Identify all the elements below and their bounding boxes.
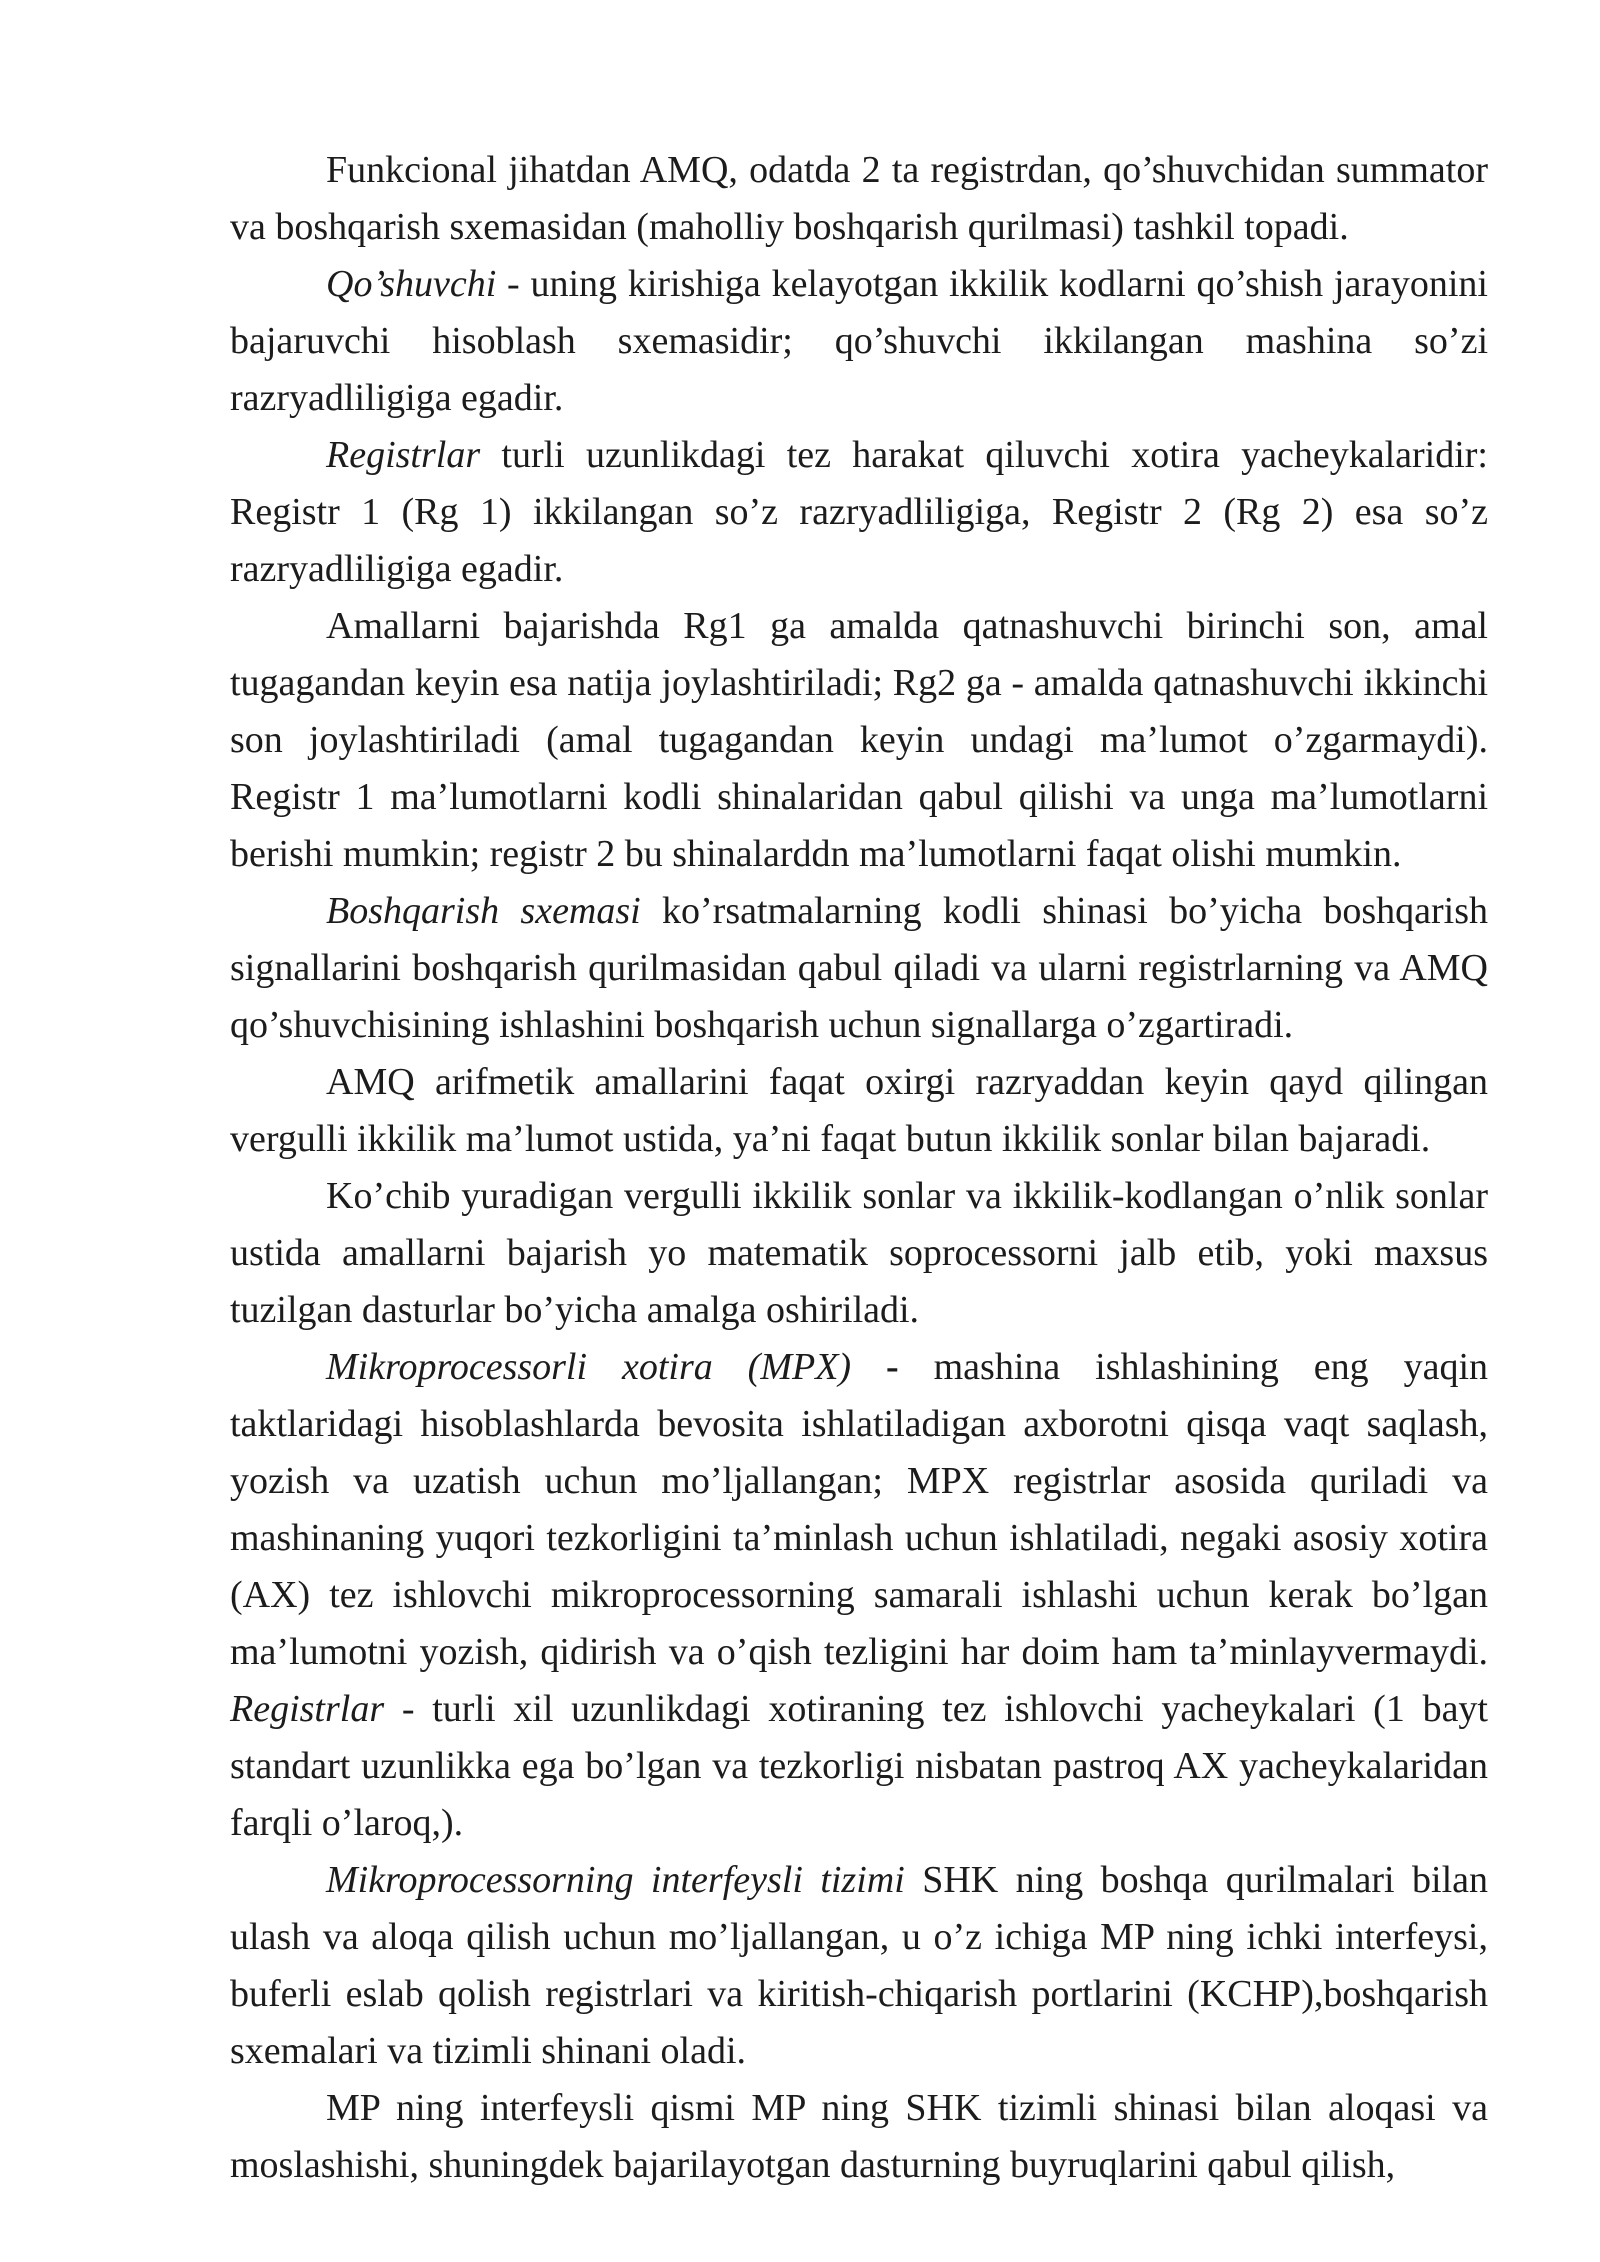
paragraph-text: Amallarni bajarishda Rg1 ga amalda qatnashuvchi birinchi son, amal tugagandan keyin esa natija joylashtiriladi; Rg2 ga - amalda qatnashuvchi ikkinchi son joylashtiriladi (amal tugagandan keyin undagi ma’lumot o’zgarmaydi). Registr 1 ma’lumotlarni kodli shinalaridan qabul qilishi va unga ma’lumotlarni berishi mumkin; registr 2 bu shinalarddn ma’lumotlarni faqat olishi mumkin. [230,605,1488,875]
paragraph-text: MP ning interfeysli qismi MP ning SHK tizimli shinasi bilan aloqasi va moslashishi, shuningdek bajarilayotgan dasturning buyruqlarini qabul qilish, [230,2087,1488,2186]
paragraph-mpx [230,1339,1488,1852]
document-page [230,142,1488,2194]
paragraph-text: SHK ning boshqa qurilmalari bilan ulash va aloqa qilish uchun mo’ljallangan, u o’z ichiga MP ning ichki interfeysi, buferli eslab qolish registrlari va kiritish-chiqarish portlarini (KCHP),boshqarish sxemalari va tizimli shinani oladi. [230,1859,1488,2072]
paragraph-amq-structure [230,142,1488,256]
paragraph-adder [230,256,1488,427]
paragraph-interface-part [230,2080,1488,2194]
term-interface-system: Mikroprocessorning interfeysli tizimi [326,1859,905,1901]
paragraph-operations [230,598,1488,883]
term-control-circuit: Boshqarish sxemasi [326,890,641,932]
term-mpx: Mikroprocessorli xotira (MPX) [326,1346,852,1388]
paragraph-text: turli uzunlikdagi tez harakat qiluvchi xotira yacheykalaridir: Registr 1 (Rg 1) ikkilangan so’z razryadliligiga, Registr 2 (Rg 2) esa so’z razryadliligiga egadir. [230,434,1488,590]
paragraph-text: - uning kirishiga kelayotgan ikkilik kodlarni qo’shish jarayonini bajaruvchi hisoblash sxemasidir; qo’shuvchi ikkilangan mashina so’zi razryadliligiga egadir. [230,263,1488,419]
paragraph-amq-arithmetic [230,1054,1488,1168]
paragraph-text: AMQ arifmetik amallarini faqat oxirgi razryaddan keyin qayd qilingan vergulli ikkilik ma’lumot ustida, ya’ni faqat butun ikkilik sonlar bilan bajaradi. [230,1061,1488,1160]
paragraph-text: Funkcional jihatdan AMQ, odatda 2 ta registrdan, qo’shuvchidan summator va boshqarish sxemasidan (maholliy boshqarish qurilmasi) tashkil topadi. [230,149,1488,248]
term-adder: Qo’shuvchi [326,263,497,305]
paragraph-floating-point [230,1168,1488,1339]
term-registers: Registrlar [326,434,481,476]
term-dash: - [851,1346,899,1388]
paragraph-text: - turli xil uzunlikdagi xotiraning tez ishlovchi yacheykalari (1 bayt standart uzunlikka ega bo’lgan va tezkorligi nisbatan pastroq AX yacheykalaridan farqli o’laroq,). [230,1688,1488,1844]
paragraph-text: Ko’chib yuradigan vergulli ikkilik sonlar va ikkilik-kodlangan o’nlik sonlar ustida amallarni bajarish yo matematik soprocessorni jalb etib, yoki maxsus tuzilgan dasturlar bo’yicha amalga oshiriladi. [230,1175,1488,1331]
paragraph-interface-system [230,1852,1488,2080]
term-registers-inline: Registrlar [230,1688,385,1730]
paragraph-control-circuit [230,883,1488,1054]
paragraph-registers [230,427,1488,598]
paragraph-text: mashina ishlashining eng yaqin taktlaridagi hisoblashlarda bevosita ishlatiladigan axborotni qisqa vaqt saqlash, yozish va uzatish uchun mo’ljallangan; MPX registrlar asosida quriladi va mashinaning yuqori tezkorligini ta’minlash uchun ishlatiladi, negaki asosiy xotira (AX) tez ishlovchi mikroprocessorning samarali ishlashi uchun kerak bo’lgan ma’lumotni yozish, qidirish va o’qish tezligini har doim ham ta’minlayvermaydi. [230,1346,1489,1673]
paragraph-text: ko’rsatmalarning kodli shinasi bo’yicha boshqarish signallarini boshqarish qurilmasidan qabul qiladi va ularni registrlarning va AMQ qo’shuvchisining ishlashini boshqarish uchun signallarga o’zgartiradi. [230,890,1488,1046]
